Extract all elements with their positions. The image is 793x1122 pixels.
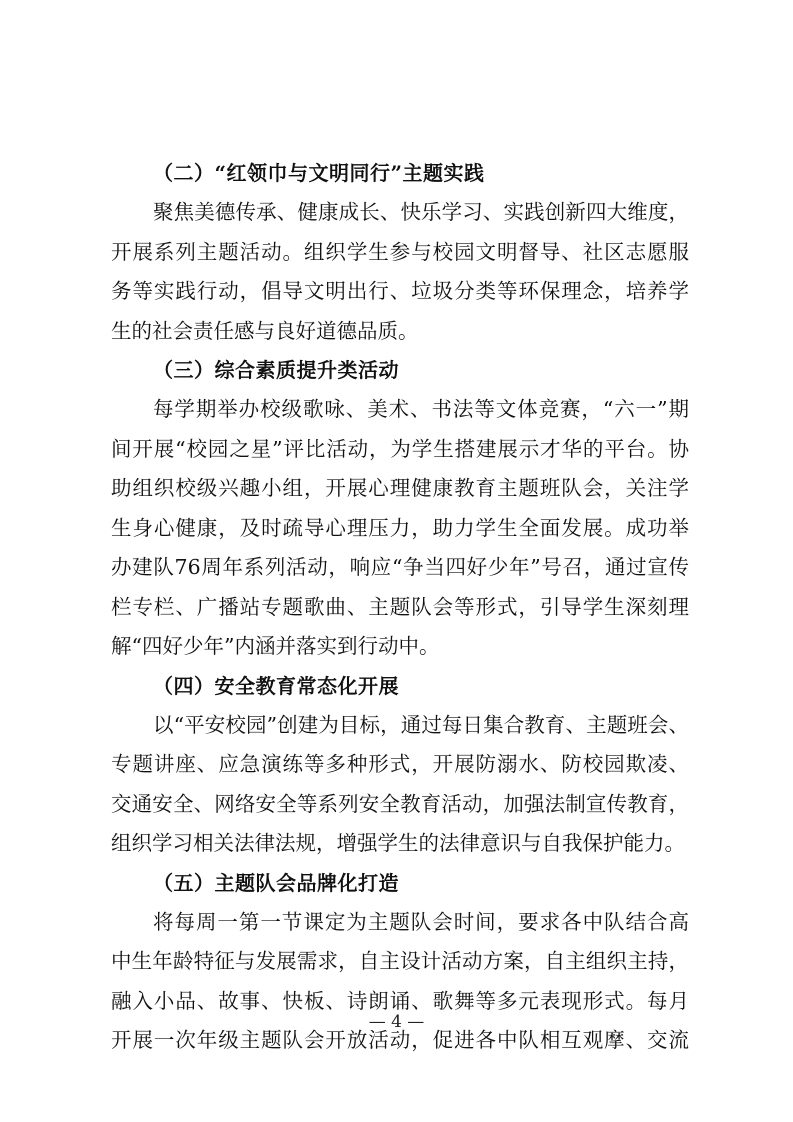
paragraph-line: 将每周一第一节课定为主题队会时间，要求各中队结合高: [153, 909, 689, 934]
page-number: — 4 —: [368, 1012, 425, 1032]
section-paragraph: [111, 390, 689, 667]
section-safety-education: [111, 667, 689, 864]
section-paragraph: [111, 193, 689, 351]
paragraph-line: 栏专栏、广播站专题歌曲、主题队会等形式，引导学生深刻理: [111, 594, 689, 619]
section-paragraph: [111, 903, 689, 1061]
paragraph-line: 解“四好少年”内涵并落实到行动中。: [111, 634, 440, 658]
paragraph-line: 交通安全、网络安全等系列安全教育活动，加强法制宣传教育，: [111, 791, 689, 816]
section-red-scarf-civility: [111, 154, 689, 351]
paragraph-line: 组织学习相关法律法规，增强学生的法律意识与自我保护能力。: [111, 831, 685, 855]
paragraph-line: 生身心健康，及时疏导心理压力，助力学生全面发展。成功举: [111, 515, 689, 540]
paragraph-line: 开展系列主题活动。组织学生参与校园文明督导、社区志愿服: [111, 239, 689, 264]
paragraph-line: 聚焦美德传承、健康成长、快乐学习、实践创新四大维度，: [153, 200, 689, 224]
paragraph-line: 助组织校级兴趣小组，开展心理健康教育主题班队会，关注学: [111, 476, 689, 500]
paragraph-line: 每学期举办校级歌咏、美术、书法等文体竞赛，“六一”期: [153, 397, 689, 421]
paragraph-line: 开展一次年级主题队会开放活动，促进各中队相互观摩、交流: [111, 1028, 689, 1052]
paragraph-line: 间开展“校园之星”评比活动，为学生搭建展示才华的平台。协: [111, 436, 689, 461]
section-paragraph: [111, 706, 689, 864]
paragraph-line: 融入小品、故事、快板、诗朗诵、歌舞等多元表现形式。每月: [111, 988, 689, 1013]
paragraph-line: 中生年龄特征与发展需求，自主设计活动方案，自主组织主持，: [111, 949, 689, 973]
paragraph-line: 务等实践行动，倡导文明出行、垃圾分类等环保理念，培养学: [111, 279, 689, 303]
section-heading: （三）综合素质提升类活动: [153, 358, 399, 382]
section-heading: （二）“红领巾与文明同行”主题实践: [153, 161, 485, 185]
section-comprehensive-quality: [111, 351, 689, 667]
document-body: [111, 154, 689, 1061]
paragraph-line: 以“平安校园”创建为目标，通过每日集合教育、主题班会、: [153, 712, 689, 737]
section-heading: （五）主题队会品牌化打造: [153, 870, 399, 895]
paragraph-line: 专题讲座、应急演练等多种形式，开展防溺水、防校园欺凌、: [111, 752, 689, 776]
section-heading: （四）安全教育常态化开展: [153, 673, 399, 698]
paragraph-line: 生的社会责任感与良好道德品质。: [111, 318, 419, 343]
paragraph-line: 办建队76周年系列活动，响应“争当四好少年”号召，通过宣传: [111, 555, 689, 579]
